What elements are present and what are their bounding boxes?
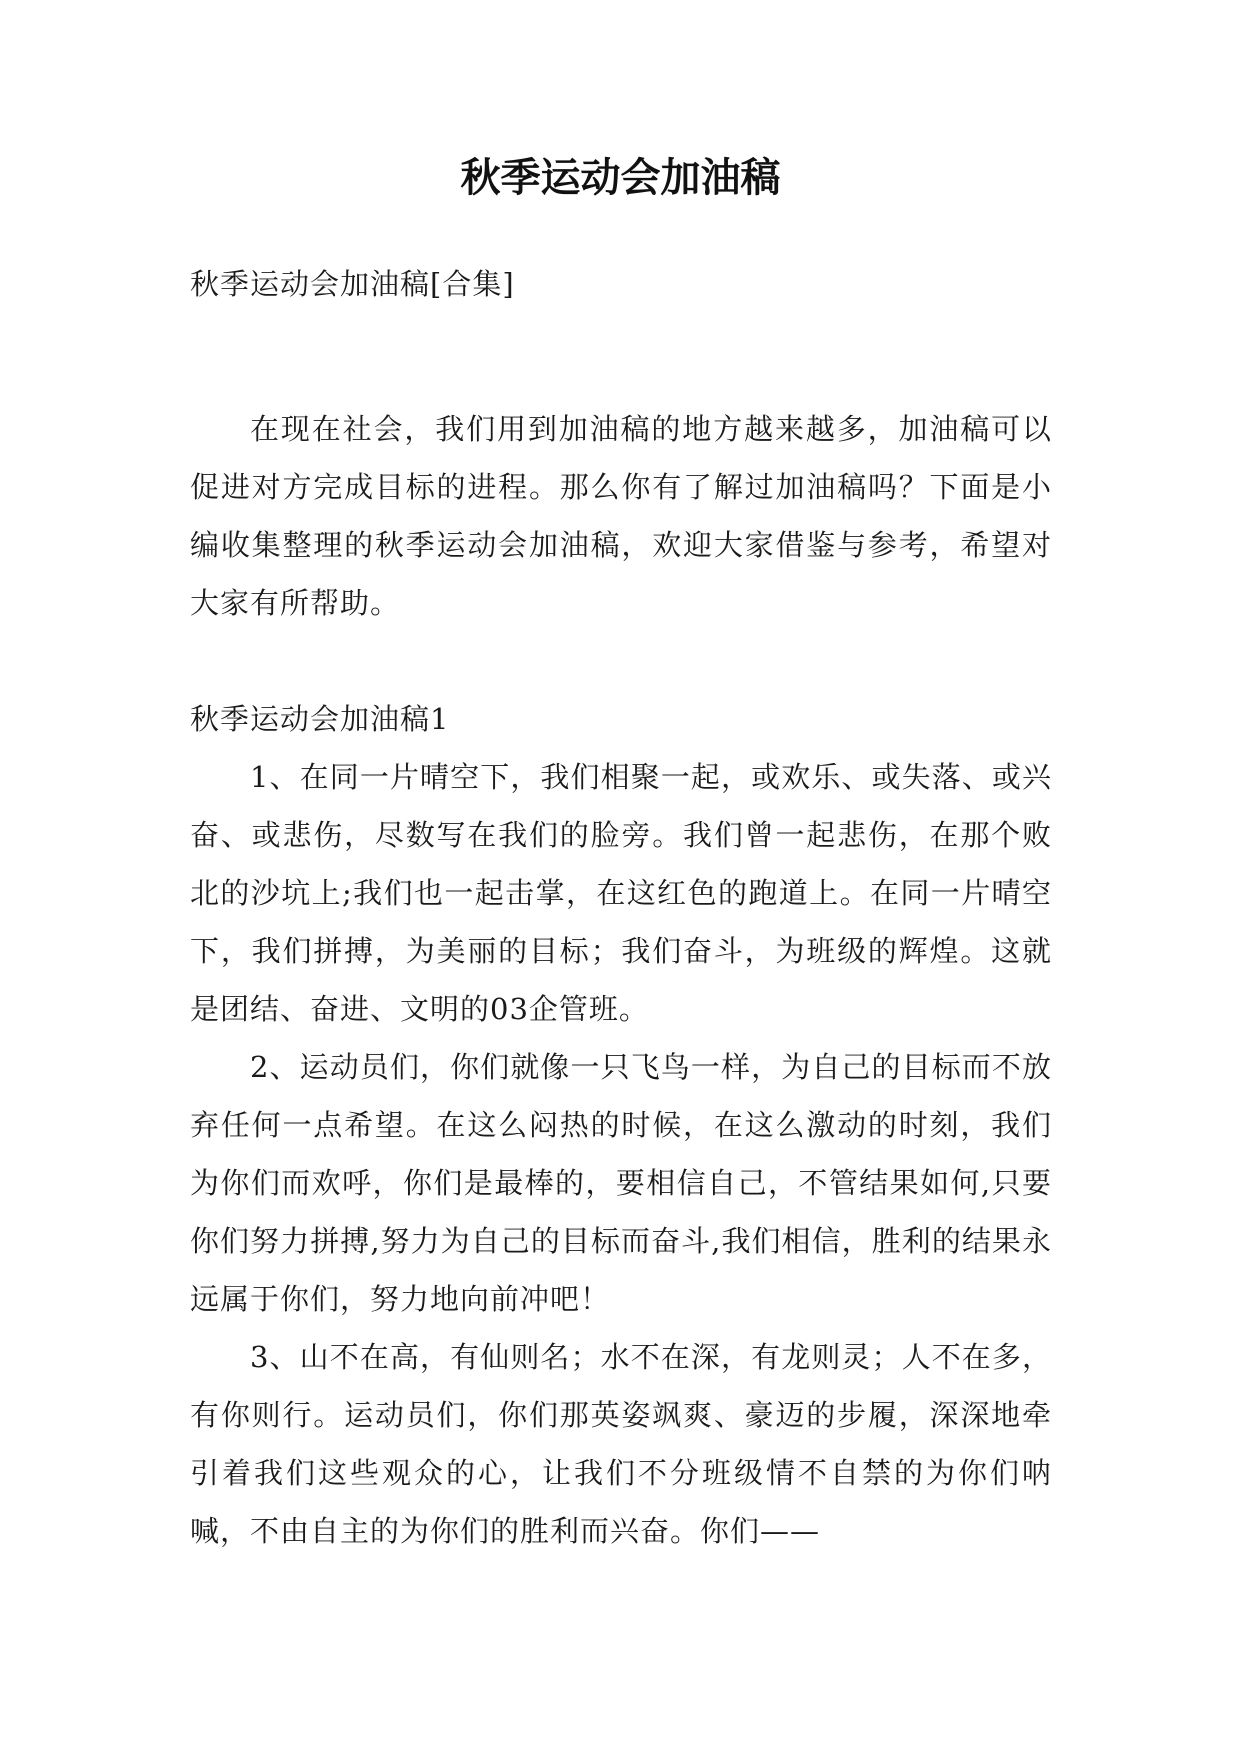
body-paragraph-1: 1、在同一片晴空下，我们相聚一起，或欢乐、或失落、或兴奋、或悲伤，尽数写在我们的脸旁。我们曾一起悲伤，在那个败北的沙坑上;我们也一起击掌，在这红色的跑道上。在同一片晴空下，我们拼搏，为美丽的目标；我们奋斗，为班级的辉煌。这就是团结、奋进、文明的03企管班。 [190, 760, 1052, 1026]
section-heading: 秋季运动会加油稿1 [190, 702, 450, 736]
intro-paragraph: 在现在社会，我们用到加油稿的地方越来越多，加油稿可以促进对方完成目标的进程。那么你有了解过加油稿吗？下面是小编收集整理的秋季运动会加油稿，欢迎大家借鉴与参考，希望对大家有所帮助。 [190, 412, 1052, 620]
document-subtitle: 秋季运动会加油稿[合集] [190, 267, 515, 301]
body-paragraph-2: 2、运动员们，你们就像一只飞鸟一样，为自己的目标而不放弃任何一点希望。在这么闷热的时候，在这么激动的时刻，我们为你们而欢呼，你们是最棒的，要相信自己，不管结果如何,只要你们努力拼搏,努力为自己的目标而奋斗,我们相信，胜利的结果永远属于你们，努力地向前冲吧！ [190, 1050, 1052, 1316]
body-paragraph-3: 3、山不在高，有仙则名；水不在深，有龙则灵；人不在多，有你则行。运动员们，你们那英姿飒爽、豪迈的步履，深深地牵引着我们这些观众的心，让我们不分班级情不自禁的为你们呐喊，不由自主的为你们的胜利而兴奋。你们—— [190, 1340, 1052, 1548]
document-title: 秋季运动会加油稿 [460, 155, 781, 201]
